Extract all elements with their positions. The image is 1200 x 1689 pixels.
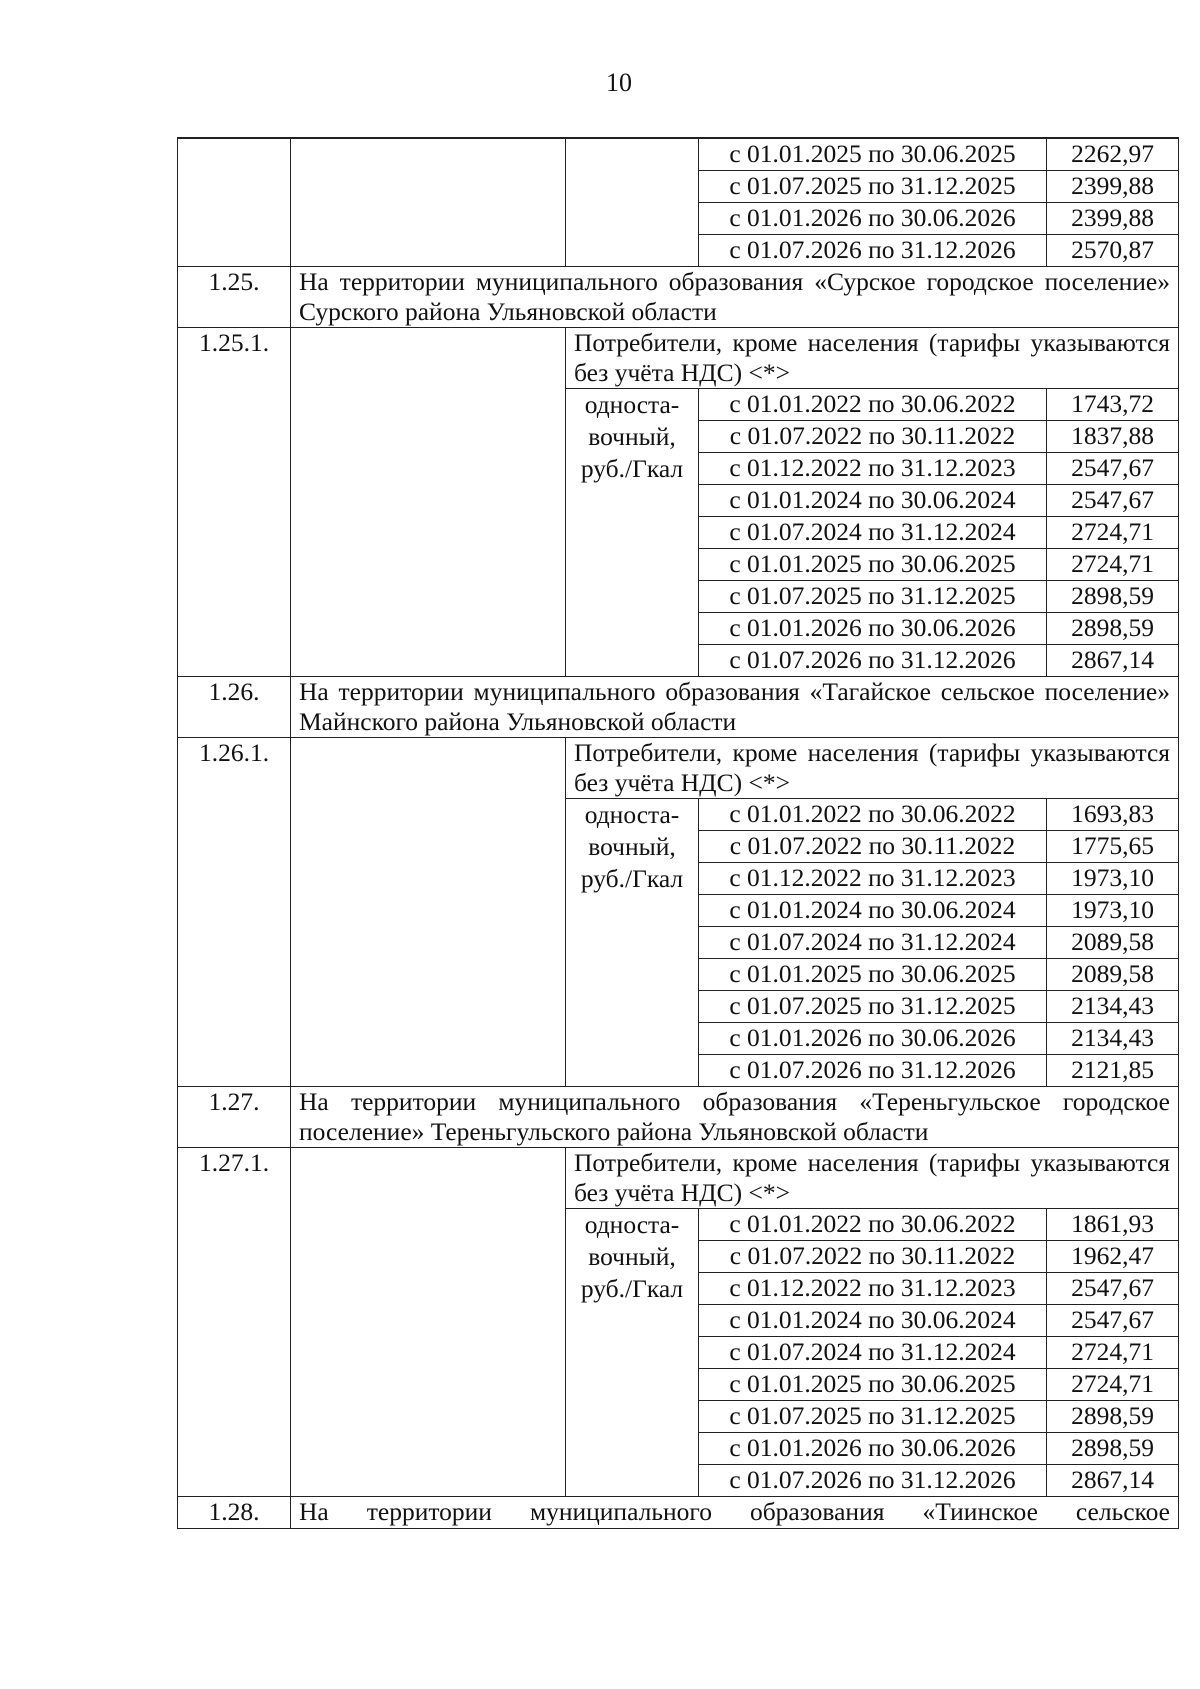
tariff-value-cell: 1775,65: [1047, 830, 1179, 862]
page-number: 10: [606, 68, 632, 97]
consumer-category: Потребители, кроме населения (тарифы указываются без учёта НДС) <*>: [566, 737, 1179, 798]
section-header-row: [178, 1086, 1179, 1147]
rate-type-line: руб./Гкал: [580, 863, 684, 893]
subsection-number: 1.25.1.: [178, 327, 291, 676]
period-cell: с 01.07.2025 по 31.12.2025: [699, 1400, 1047, 1432]
tariff-value-cell: 2262,97: [1047, 138, 1179, 170]
period-cell: с 01.01.2026 по 30.06.2026: [699, 1432, 1047, 1464]
subsection-number: 1.26.1.: [178, 737, 291, 1086]
section-number: 1.26.: [178, 676, 291, 737]
period-cell: с 01.07.2026 по 31.12.2026: [699, 1464, 1047, 1496]
rate-type-line: односта-: [584, 389, 680, 419]
period-cell: с 01.01.2022 по 30.06.2022: [699, 798, 1047, 830]
tariff-value-cell: 2898,59: [1047, 580, 1179, 612]
section-number: 1.25.: [178, 266, 291, 327]
period-cell: с 01.01.2024 по 30.06.2024: [699, 1304, 1047, 1336]
tariff-table: [177, 137, 1179, 1529]
period-cell: с 01.01.2025 по 30.06.2025: [699, 958, 1047, 990]
period-cell: с 01.01.2025 по 30.06.2025: [699, 1368, 1047, 1400]
tariff-value-cell: 1973,10: [1047, 894, 1179, 926]
period-cell: с 01.01.2022 по 30.06.2022: [699, 388, 1047, 420]
municipality-description: На территории муниципального образования «Тереньгульское городское поселение» Тереньгульского района Ульяновской области: [291, 1086, 1179, 1147]
period-cell: с 01.01.2025 по 30.06.2025: [699, 548, 1047, 580]
tariff-value-cell: 2724,71: [1047, 1336, 1179, 1368]
tariff-value-cell: 2898,59: [1047, 1432, 1179, 1464]
section-number: 1.27.: [178, 1086, 291, 1147]
rate-type-line: вочный,: [588, 1241, 676, 1271]
rate-type-cell: [566, 138, 699, 266]
period-cell: с 01.12.2022 по 31.12.2023: [699, 1272, 1047, 1304]
tariff-value-cell: 2399,88: [1047, 170, 1179, 202]
rate-type-line: вочный,: [588, 421, 676, 451]
period-cell: с 01.07.2026 по 31.12.2026: [699, 1054, 1047, 1086]
period-cell: с 01.07.2026 по 31.12.2026: [699, 644, 1047, 676]
rate-type-line: односта-: [584, 1209, 680, 1239]
table-row: [178, 138, 1179, 170]
number-cell: [178, 138, 291, 266]
tariff-value-cell: 2724,71: [1047, 516, 1179, 548]
section-header-row: [178, 266, 1179, 327]
tariff-value-cell: 2547,67: [1047, 452, 1179, 484]
tariff-value-cell: 1837,88: [1047, 420, 1179, 452]
subsection-number: 1.27.1.: [178, 1147, 291, 1496]
rate-type-line: односта-: [584, 799, 680, 829]
tariff-value-cell: 2898,59: [1047, 612, 1179, 644]
tariff-value-cell: 1973,10: [1047, 862, 1179, 894]
blank-cell: [291, 1147, 566, 1496]
consumer-row: [178, 1147, 1179, 1208]
rate-type-line: вочный,: [588, 831, 676, 861]
period-cell: с 01.07.2022 по 30.11.2022: [699, 420, 1047, 452]
rate-type-label: [566, 1208, 699, 1496]
section-number: 1.28.: [178, 1496, 291, 1528]
period-cell: с 01.01.2024 по 30.06.2024: [699, 484, 1047, 516]
period-cell: с 01.01.2026 по 30.06.2026: [699, 612, 1047, 644]
tariff-value-cell: 2121,85: [1047, 1054, 1179, 1086]
tariff-value-cell: 2134,43: [1047, 990, 1179, 1022]
tariff-value-cell: 2867,14: [1047, 1464, 1179, 1496]
period-cell: с 01.01.2022 по 30.06.2022: [699, 1208, 1047, 1240]
consumer-category: Потребители, кроме населения (тарифы указываются без учёта НДС) <*>: [566, 327, 1179, 388]
period-cell: с 01.07.2025 по 31.12.2025: [699, 170, 1047, 202]
period-cell: с 01.01.2026 по 30.06.2026: [699, 1022, 1047, 1054]
tariff-value-cell: 2399,88: [1047, 202, 1179, 234]
section-header-row: [178, 1496, 1179, 1528]
period-cell: с 01.01.2025 по 30.06.2025: [699, 138, 1047, 170]
blank-cell: [291, 327, 566, 676]
rate-type-line: руб./Гкал: [580, 453, 684, 483]
tariff-value-cell: 2547,67: [1047, 1272, 1179, 1304]
tariff-value-cell: 1743,72: [1047, 388, 1179, 420]
tariff-value-cell: 2134,43: [1047, 1022, 1179, 1054]
municipality-description: На территории муниципального образования «Тиинское сельское: [291, 1496, 1179, 1528]
section-header-row: [178, 676, 1179, 737]
tariff-value-cell: 2089,58: [1047, 926, 1179, 958]
tariff-value-cell: 1962,47: [1047, 1240, 1179, 1272]
blank-cell: [291, 737, 566, 1086]
rate-type-line: руб./Гкал: [580, 1273, 684, 1303]
tariff-value-cell: 2089,58: [1047, 958, 1179, 990]
period-cell: с 01.12.2022 по 31.12.2023: [699, 452, 1047, 484]
period-cell: с 01.12.2022 по 31.12.2023: [699, 862, 1047, 894]
tariff-value-cell: 1693,83: [1047, 798, 1179, 830]
period-cell: с 01.07.2024 по 31.12.2024: [699, 926, 1047, 958]
period-cell: с 01.07.2024 по 31.12.2024: [699, 1336, 1047, 1368]
tariff-value-cell: 2570,87: [1047, 234, 1179, 266]
period-cell: с 01.01.2024 по 30.06.2024: [699, 894, 1047, 926]
period-cell: с 01.07.2024 по 31.12.2024: [699, 516, 1047, 548]
tariff-value-cell: 2547,67: [1047, 484, 1179, 516]
tariff-value-cell: 1861,93: [1047, 1208, 1179, 1240]
period-cell: с 01.07.2022 по 30.11.2022: [699, 1240, 1047, 1272]
municipality-description: На территории муниципального образования «Сурское городское поселение» Сурского района Ульяновской области: [291, 266, 1179, 327]
tariff-value-cell: 2898,59: [1047, 1400, 1179, 1432]
tariff-value-cell: 2547,67: [1047, 1304, 1179, 1336]
tariff-value-cell: 2724,71: [1047, 548, 1179, 580]
rate-type-label: [566, 388, 699, 676]
consumer-category: Потребители, кроме населения (тарифы указываются без учёта НДС) <*>: [566, 1147, 1179, 1208]
rate-type-label: [566, 798, 699, 1086]
period-cell: с 01.07.2025 по 31.12.2025: [699, 990, 1047, 1022]
municipality-description: На территории муниципального образования «Тагайское сельское поселение» Майнского района Ульяновской области: [291, 676, 1179, 737]
period-cell: с 01.07.2022 по 30.11.2022: [699, 830, 1047, 862]
tariff-value-cell: 2724,71: [1047, 1368, 1179, 1400]
period-cell: с 01.01.2026 по 30.06.2026: [699, 202, 1047, 234]
consumer-row: [178, 327, 1179, 388]
period-cell: с 01.07.2026 по 31.12.2026: [699, 234, 1047, 266]
tariff-value-cell: 2867,14: [1047, 644, 1179, 676]
blank-cell: [291, 138, 566, 266]
period-cell: с 01.07.2025 по 31.12.2025: [699, 580, 1047, 612]
consumer-row: [178, 737, 1179, 798]
